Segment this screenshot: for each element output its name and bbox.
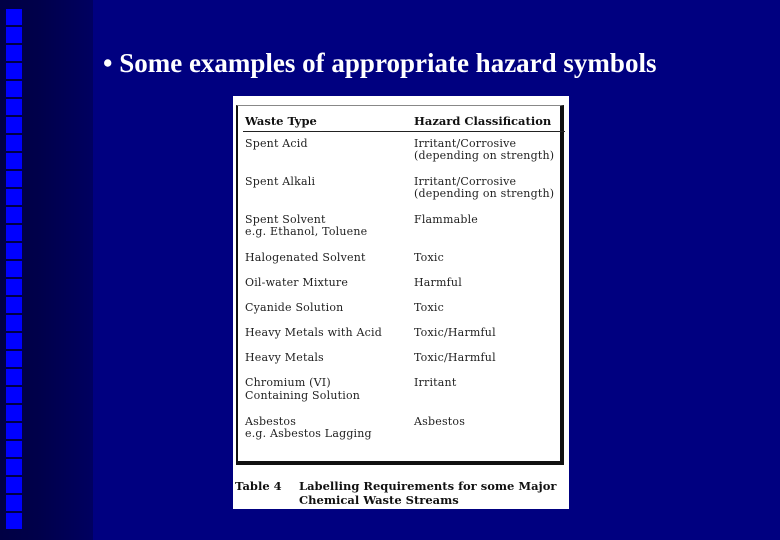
bullet-square [6,297,22,313]
header-hazard-classification: Hazard Classification [414,114,552,128]
bullet-square [6,81,22,97]
bullet-square [6,513,22,529]
bullet-square [6,207,22,223]
bullet-square [6,261,22,277]
caption-label: Table 4 [235,479,282,493]
bullet-square [6,387,22,403]
row-waste: Spent Solvent [245,213,326,226]
row-hazard-note: (depending on strength) [414,149,555,162]
bullet-square [6,405,22,421]
row-waste: Chromium (VI) [245,376,331,389]
row-hazard-note: (depending on strength) [414,187,555,200]
row-waste: Heavy Metals with Acid [245,326,382,339]
row-hazard: Flammable [414,213,478,226]
caption-line-1: Labelling Requirements for some Major [299,479,557,493]
row-hazard: Irritant/Corrosive [414,175,517,188]
row-hazard: Toxic [414,251,444,264]
bullet-square [6,495,22,511]
bullet-square [6,153,22,169]
bullet-square [6,369,22,385]
bullet-square [6,9,22,25]
bullet-square [6,315,22,331]
bullet-square [6,99,22,115]
header-rule [243,131,565,132]
bullet-square [6,45,22,61]
row-hazard: Toxic/Harmful [414,351,496,364]
slide-title: • Some examples of appropriate hazard symbols [103,48,657,78]
bullet-square [6,279,22,295]
bullet-square [6,459,22,475]
bullet-square [6,189,22,205]
bullet-square [6,225,22,241]
bullet-square [6,423,22,439]
row-waste-note: e.g. Asbestos Lagging [245,427,372,440]
row-hazard: Asbestos [414,415,466,428]
caption-line-2: Chemical Waste Streams [299,492,459,507]
row-hazard: Irritant [414,376,457,389]
bullet-square-column [6,9,22,531]
row-waste: Asbestos [245,415,297,428]
row-hazard: Toxic [414,301,444,314]
row-hazard: Irritant/Corrosive [414,137,517,150]
header-waste-type: Waste Type [245,114,317,128]
row-waste: Cyanide Solution [245,301,344,314]
bullet-square [6,441,22,457]
row-waste: Heavy Metals [245,351,324,364]
row-hazard: Harmful [414,276,462,289]
bullet-square [6,171,22,187]
bullet-square [6,63,22,79]
bullet-square [6,351,22,367]
row-waste: Spent Acid [245,137,308,150]
table-caption [235,480,556,507]
row-waste: Halogenated Solvent [245,251,366,264]
scanned-table-image [233,96,569,509]
bullet-square [6,135,22,151]
row-waste-note: e.g. Ethanol, Toluene [245,225,368,238]
row-waste-note: Containing Solution [245,389,361,402]
bullet-square [6,117,22,133]
row-hazard: Toxic/Harmful [414,326,496,339]
bullet-square [6,477,22,493]
bullet-square [6,27,22,43]
bullet-square [6,333,22,349]
bullet-square [6,243,22,259]
row-waste: Spent Alkali [245,175,316,188]
row-waste: Oil-water Mixture [245,276,349,289]
